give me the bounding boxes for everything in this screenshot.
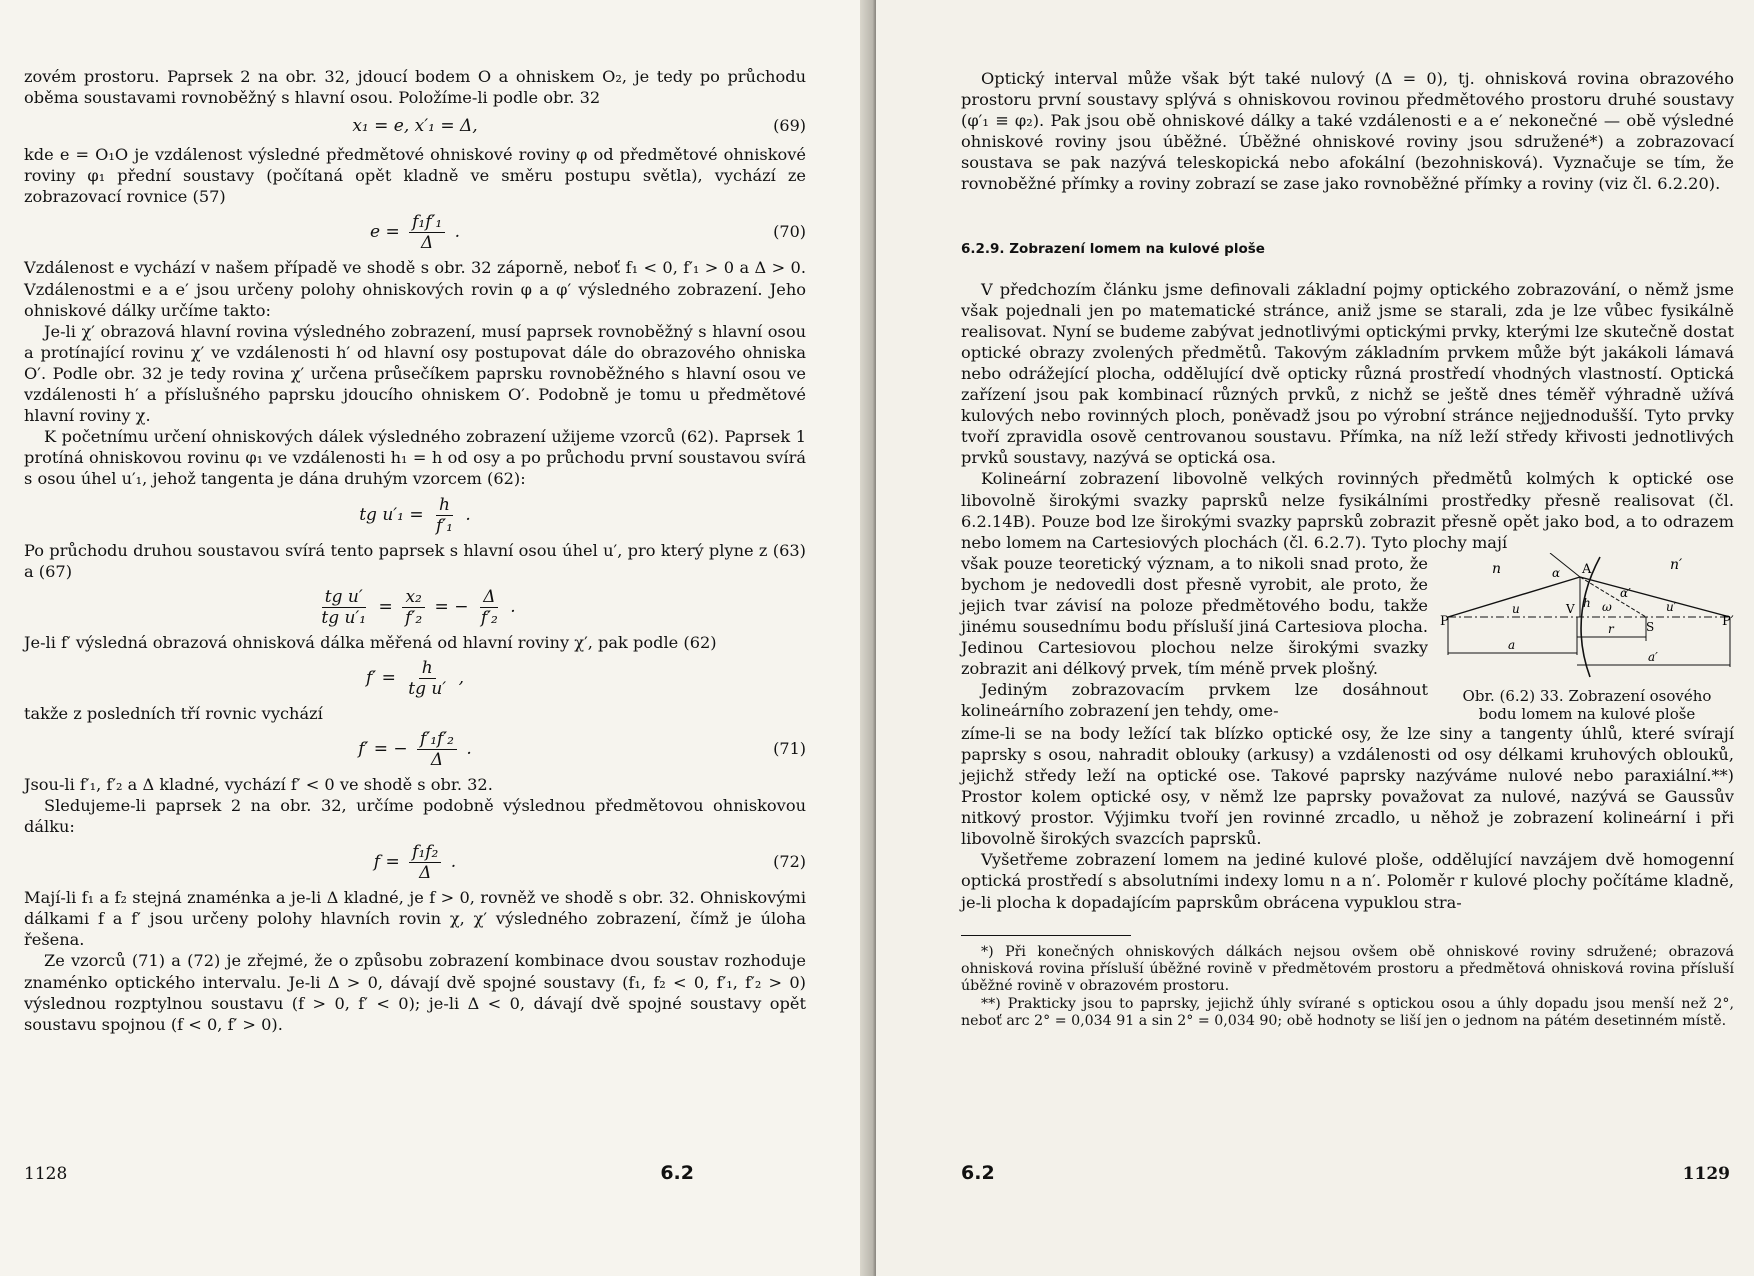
right-page — [876, 0, 1754, 1276]
label-A: A — [1582, 561, 1592, 577]
label-a-prime: a′ — [1648, 649, 1658, 664]
figure-side-text — [961, 553, 1428, 723]
page-number-left: 1128 — [24, 1164, 68, 1184]
left-paragraph-10: Sledujeme-li paprsek 2 na obr. 32, určíme podobně výslednou předmětovou ohniskovou dálku: — [24, 795, 806, 837]
label-r: r — [1608, 621, 1614, 636]
label-P: P — [1440, 613, 1449, 629]
equation-number: (71) — [773, 738, 806, 758]
footnote-1: *) Při konečných ohniskových dálkách nejsou ovšem obě ohniskové roviny sdružené; obrazová ohnisková rovina přísluší úběžné rovině v předmětovém prostoru a předmětová ohnisková rovina přísluší úběžné rovině v obrazovém prostoru. — [961, 943, 1734, 995]
section-heading: 6.2.9. Zobrazení lomem na kulové ploše — [961, 240, 1265, 257]
figure-caption: Obr. (6.2) 33. Zobrazení osového bodu lomem na kulové ploše — [1462, 686, 1712, 723]
left-paragraph-3: Vzdálenost e vychází v našem případě ve shodě s obr. 32 záporně, neboť f₁ < 0, f′₁ > 0 a Δ > 0. Vzdálenostmi e a e′ jsou určeny polohy ohniskových rovin φ a φ′ výsledného zobrazení. Jeho ohniskové dálky určíme takto: — [24, 258, 806, 320]
fraction: $\frac{h}{\text{f′₁}}$ — [436, 494, 453, 536]
label-n-prime: n′ — [1670, 556, 1683, 573]
fraction: $\frac{\text{f′₁f′₂}}{\Delta}$ — [417, 729, 457, 770]
figure-wrap — [961, 553, 1734, 723]
figure-33 — [1440, 553, 1734, 723]
fraction: $\frac{\text{tg u′}}{\text{tg u′₁}}$ — [321, 586, 367, 628]
right-paragraph-3: Kolineární zobrazení libovolně velkých rovinných předmětů kolmých k optické ose libovolně širokými svazky paprsků nelze fysikálními prostředky přesně realisovat (čl. 6.2.14B). Pouze bod lze širokými svazky paprsků zobrazit přesně opět jako bod, a to odrazem nebo lomem na Cartesiových plochách (čl. 6.2.7). Tyto plochy mají — [961, 469, 1734, 552]
fraction: $\frac{\text{f₁f′₁}}{\Delta}$ — [409, 212, 445, 253]
section-marker-left: 6.2 — [660, 1162, 694, 1184]
left-paragraph-5: K početnímu určení ohniskových dálek výsledného zobrazení užijeme vzorců (62). Paprsek 1 protíná ohniskovou rovinu φ₁ ve vzdálenosti h₁ = h od osy a po průchodu první soustavou svírá s osou úhel u′₁, jehož tangenta je dána druhým vzorcem (62): — [24, 427, 806, 489]
equation-tg-u1: tg u′₁ = $\frac{h}{\text{f′₁}}$ . — [359, 494, 471, 536]
section-marker-right: 6.2 — [961, 1162, 995, 1184]
label-alpha: α — [1552, 565, 1561, 580]
equation-tg-ratio: $\frac{\text{tg u′}}{\text{tg u′₁}}$ = $\frac{\text{x₂}}{\text{f′₂}}$ = − $\frac{\Delta}{\text{f′₂}}$ . — [24, 582, 806, 632]
left-paragraph-4: Je-li χ′ obrazová hlavní rovina výsledného zobrazení, musí paprsek rovnoběžný s hlavní osou a protínající rovinu χ′ ve vzdálenosti h′ od hlavní osy postupovat dále do obrazového ohniska O′. Podle obr. 32 je tedy rovina χ′ určena průsečíkem paprsku rovnoběžného s hlavní osou ve vzdálenosti h′ a příslušného paprsku jdoucího ohniskem O′. Podobně je tomu u předmětové hlavní roviny χ. — [24, 321, 806, 426]
right-paragraph-4a: Jediným zobrazovacím prvkem lze dosáhnout kolineárního zobrazení jen tehdy, ome- — [961, 680, 1428, 721]
right-paragraph-1: Optický interval může však být také nulový (Δ = 0), tj. ohnisková rovina obrazového prostoru první soustavy splývá s ohniskovou rovinou předmětového prostoru druhé soustavy (φ′₁ ≡ φ₂). Pak jsou obě ohniskové dálky a také vzdálenosti e a e′ nekonečné — obě výsledné ohniskové roviny jsou úběžné. Úběžné ohniskové roviny jsou sdružené*) a zobrazovací soustava se pak nazývá teleskopická nebo afokální (bezohnisková). Vyznačuje se tím, že rovnoběžné přímky a roviny zobrazí se zase jako rovnoběžné přímky a roviny (viz čl. 6.2.20). — [961, 69, 1734, 194]
label-h: h — [1583, 595, 1591, 610]
equation-number: (70) — [773, 222, 806, 242]
label-u-prime: u′ — [1666, 599, 1677, 614]
label-alpha-prime: α′ — [1620, 585, 1631, 600]
equation-71: f′ = − $\frac{\text{f′₁f′₂}}{\Delta}$ . (71) — [24, 724, 806, 774]
equation-number: (69) — [773, 116, 806, 136]
fraction: $\frac{\text{f₁f₂}}{\Delta}$ — [409, 842, 441, 883]
page-number-right: 1129 — [1682, 1164, 1730, 1184]
fraction: $\frac{\text{x₂}}{\text{f′₂}}$ — [402, 587, 425, 628]
fraction: $\frac{\Delta}{\text{f′₂}}$ — [480, 586, 498, 628]
fraction: $\frac{h}{\text{tg u′}}$ — [408, 657, 447, 699]
label-V: V — [1566, 601, 1575, 616]
right-paragraph-4: zíme-li se na body ležící tak blízko optické osy, že lze siny a tangenty úhlů, které svírají paprsky s osou, nahradit oblouky (arkusy) a vzdálenosti od osy délkami kruhových oblouků, jejichž středy leží na optické ose. Takové paprsky nazýváme nulové nebo paraxiální.**) Prostor kolem optické osy, v němž lze paprsky považovat za nulové, nazývá se Gaussův nitkový prostor. Výjimku tvoří jen rovinné zrcadlo, u něhož je zobrazení kolineární i při libovolně širokých svazcích paprsků. — [961, 723, 1734, 849]
label-n: n — [1492, 560, 1502, 577]
right-paragraph-3b: však pouze teoretický význam, a to nikoli snad proto, že bychom je nedovedli dost přesně vyrobit, ale proto, že jejich tvar závisí na poloze předmětového bodu, takže jinému sousednímu bodu přísluší jiná Cartesiova plocha. Jedinou Cartesiovou plochou nelze širokými svazky zobrazit ani délkový prvek, tím méně prvek plošný. — [961, 553, 1428, 679]
right-paragraph-2: V předchozím článku jsme definovali základní pojmy optického zobrazování, o němž jsme však pojednali jen po matematické stránce, aniž jsme se starali, zda je lze vůbec fysikálně realisovat. Nyní se budeme zabývat jednotlivými optickými prvky, kterými lze skutečně dostat optické obrazy zvolených předmětů. Takovým základním prvkem může být jakákoli lámavá nebo odrážející plocha, oddělující dvě opticky různá prostředí vhodných vlastností. Optická zařízení jsou pak kombinací různých prvků, z nichž se ještě dnes téměř výhradně užívá kulových nebo rovinných ploch, poněvadž jsou po výrobní stránce nejjednodušší. Tyto prvky tvoří zpravidla osově centrovanou soustavu. Přímka, na níž leží středy křivosti jednotlivých prvků soustavy, nazývá se optická osa. — [961, 279, 1734, 468]
left-paragraph-2: kde e = O₁O je vzdálenost výsledné předmětové ohniskové roviny φ od předmětové ohniskové roviny φ₁ přední soustavy (počítaná opět kladně ve směru postupu světla), vychází ze zobrazovací rovnice (57) — [24, 145, 806, 207]
label-S: S — [1646, 619, 1655, 634]
equation-72: f = $\frac{\text{f₁f₂}}{\Delta}$ . (72) — [24, 837, 806, 887]
footnote-rule — [961, 935, 1131, 936]
left-paragraph-8: takže z posledních tří rovnic vychází — [24, 703, 323, 723]
left-paragraph-9: Jsou-li f′₁, f′₂ a Δ kladné, vychází f′ < 0 ve shodě s obr. 32. — [24, 774, 493, 794]
footnote-2: **) Prakticky jsou to paprsky, jejichž úhly svírané s optickou osou a úhly dopadu jsou menší než 2°, neboť arc 2° = 0,034 91 a sin 2° = 0,034 90; obě hodnoty se liší jen o jednom na pátém desetinném místě. — [961, 995, 1734, 1030]
label-P-prime: P′ — [1722, 613, 1734, 629]
left-paragraph-12: Ze vzorců (71) a (72) je zřejmé, že o způsobu zobrazení kombinace dvou soustav rozhoduje znaménko optického intervalu. Je-li Δ > 0, dávají dvě spojné soustavy (f₁, f₂ < 0, f′₁, f′₂ > 0) výslednou rozptylnou soustavu (f > 0, f′ < 0); je-li Δ < 0, dávají dvě spojné soustavy opět soustavu spojnou (f < 0, f′ > 0). — [24, 951, 806, 1034]
equation-f-prime: f′ = $\frac{h}{\text{tg u′}}$ , — [366, 657, 464, 699]
left-paragraph-6: Po průchodu druhou soustavou svírá tento paprsek s hlavní osou úhel u′, pro který plyne z (63) a (67) — [24, 540, 806, 581]
equation-69: x₁ = e, x′₁ = Δ, (69) — [24, 108, 806, 144]
equation-70: e = $\frac{\text{f₁f′₁}}{\Delta}$ . (70) — [24, 207, 806, 257]
label-u: u — [1512, 601, 1520, 616]
left-paragraph-11: Mají-li f₁ a f₂ stejná znaménka a je-li Δ kladné, je f > 0, rovněž ve shodě s obr. 32. Ohniskovými dálkami f a f′ jsou určeny polohy hlavních rovin χ, χ′ výsledného zobrazení, čímž je úloha řešena. — [24, 888, 806, 950]
left-paragraph-7: Je-li f′ výsledná obrazová ohnisková dálka měřená od hlavní roviny χ′, pak podle (62) — [24, 632, 717, 652]
label-a: a — [1508, 637, 1516, 652]
label-omega: ω — [1602, 599, 1612, 614]
left-paragraph-1: zovém prostoru. Paprsek 2 na obr. 32, jdoucí bodem O a ohniskem O₂, je tedy po průchodu oběma soustavami rovnoběžný s hlavní osou. Položíme-li podle obr. 32 — [24, 67, 806, 108]
right-paragraph-5: Vyšetřeme zobrazení lomem na jediné kulové ploše, oddělující navzájem dvě homogenní optická prostředí s absolutními indexy lomu n a n′. Poloměr r kulové plochy počítáme kladně, je-li plocha k dopadajícím paprskům obrácena vypuklou stra- — [961, 850, 1734, 912]
refraction-diagram — [1440, 553, 1734, 683]
equation-number: (72) — [773, 852, 806, 872]
left-page — [0, 0, 868, 1276]
